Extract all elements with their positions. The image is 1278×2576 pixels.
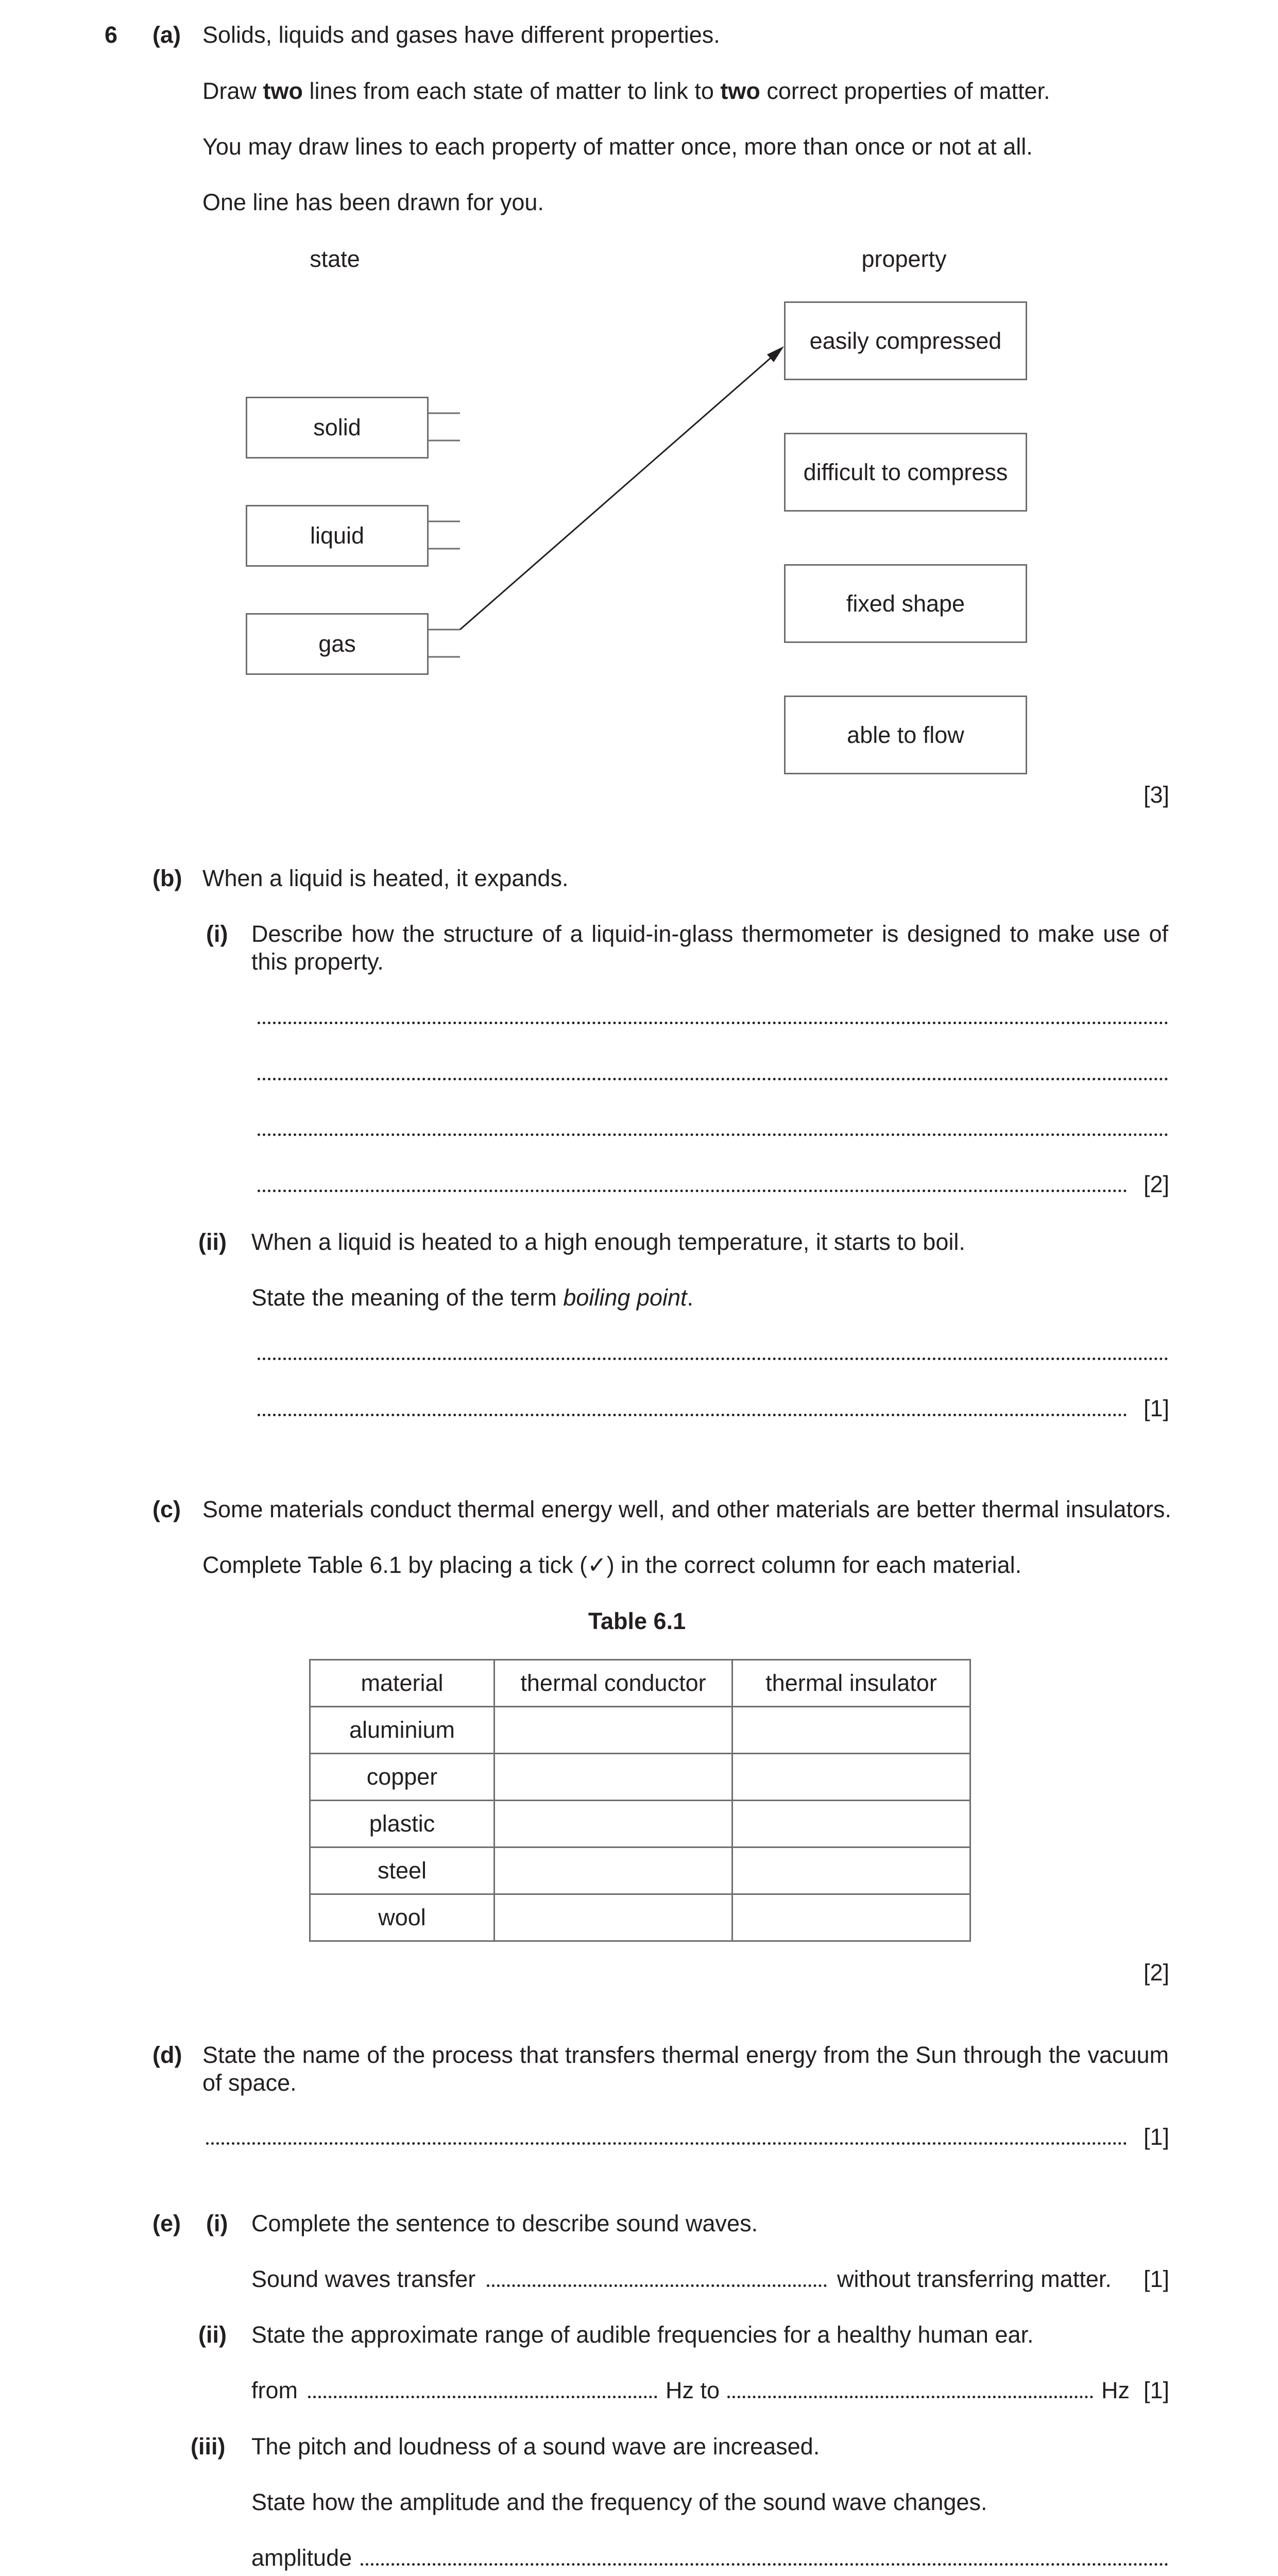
part-e-i-text: Complete the sentence to describe sound waves. bbox=[251, 2210, 758, 2236]
answer-line-amplitude[interactable] bbox=[361, 2563, 1168, 2566]
table-title: Table 6.1 bbox=[588, 1608, 686, 1634]
property-box-able-to-flow: able to flow bbox=[784, 696, 1027, 774]
example-line bbox=[460, 354, 775, 630]
answer-line-d[interactable] bbox=[206, 2142, 1127, 2145]
state-box-gas: gas bbox=[246, 613, 429, 675]
conductor-tick-cell[interactable] bbox=[495, 1801, 732, 1848]
property-box-easily-compressed: easily compressed bbox=[784, 301, 1027, 380]
property-box-fixed-shape: fixed shape bbox=[784, 564, 1027, 643]
insulator-tick-cell[interactable] bbox=[732, 1707, 970, 1754]
part-b-i-marks: [2] bbox=[1143, 1171, 1169, 1197]
part-b-label: (b) bbox=[152, 865, 182, 891]
state-box-solid: solid bbox=[246, 397, 429, 459]
part-e-ii-hz: Hz bbox=[1101, 2377, 1130, 2403]
header-thermal-insulator: thermal insulator bbox=[732, 1660, 970, 1707]
table-header-row bbox=[310, 1660, 970, 1707]
part-c-marks: [2] bbox=[1143, 1959, 1169, 1986]
part-b-i-label: (i) bbox=[206, 921, 228, 947]
answer-line-b-ii-1[interactable] bbox=[258, 1358, 1168, 1360]
answer-line-b-ii-2[interactable] bbox=[258, 1414, 1127, 1416]
part-d-label: (d) bbox=[152, 2042, 182, 2068]
question-number: 6 bbox=[105, 22, 118, 48]
part-a-label: (a) bbox=[152, 22, 181, 48]
conductor-tick-cell[interactable] bbox=[495, 1707, 732, 1754]
part-b-intro: When a liquid is heated, it expands. bbox=[202, 865, 569, 891]
part-c-intro: Some materials conduct thermal energy well, and other materials are better thermal insulators. bbox=[202, 1496, 1171, 1522]
table-row bbox=[310, 1801, 970, 1848]
conductor-tick-cell[interactable] bbox=[495, 1754, 732, 1801]
conductor-tick-cell[interactable] bbox=[495, 1894, 732, 1941]
table-row bbox=[310, 1848, 970, 1894]
state-box-liquid: liquid bbox=[246, 505, 429, 567]
part-a-intro: Solids, liquids and gases have different properties. bbox=[202, 22, 720, 48]
part-a-marks: [3] bbox=[1143, 782, 1169, 808]
state-heading: state bbox=[310, 246, 360, 272]
part-e-iii-text: The pitch and loudness of a sound wave are increased. bbox=[251, 2433, 820, 2460]
part-e-ii-hz-to: Hz to bbox=[666, 2377, 720, 2403]
header-material: material bbox=[310, 1660, 495, 1707]
part-e-ii-from: from bbox=[251, 2377, 298, 2403]
part-e-i-sentence-end: without transferring matter. bbox=[837, 2266, 1112, 2292]
table-row bbox=[310, 1894, 970, 1941]
property-heading: property bbox=[861, 246, 947, 272]
answer-line-e-ii-to[interactable] bbox=[727, 2396, 1093, 2398]
property-box-difficult-to-compress: difficult to compress bbox=[784, 433, 1027, 512]
material-cell: copper bbox=[310, 1754, 495, 1801]
answer-line-e-ii-from[interactable] bbox=[308, 2396, 657, 2398]
material-cell: wool bbox=[310, 1894, 495, 1941]
part-a-example-note: One line has been drawn for you. bbox=[202, 189, 544, 215]
insulator-tick-cell[interactable] bbox=[732, 1754, 970, 1801]
part-b-ii-text: When a liquid is heated to a high enough temperature, it starts to boil. bbox=[251, 1229, 965, 1255]
part-b-ii-marks: [1] bbox=[1143, 1395, 1169, 1421]
answer-line-b-i-1[interactable] bbox=[258, 1022, 1168, 1024]
table-row bbox=[310, 1754, 970, 1801]
part-a-note: You may draw lines to each property of matter once, more than once or not at all. bbox=[202, 133, 1033, 160]
answer-line-e-i[interactable] bbox=[487, 2284, 827, 2287]
conductor-tick-cell[interactable] bbox=[495, 1848, 732, 1894]
part-a-instruction: Draw two lines from each state of matter to link to two correct properties of matter. bbox=[202, 78, 1050, 104]
matching-diagram bbox=[0, 0, 1278, 824]
material-cell: aluminium bbox=[310, 1707, 495, 1754]
header-thermal-conductor: thermal conductor bbox=[495, 1660, 732, 1707]
insulator-tick-cell[interactable] bbox=[732, 1848, 970, 1894]
insulator-tick-cell[interactable] bbox=[732, 1801, 970, 1848]
part-e-i-marks: [1] bbox=[1143, 2266, 1169, 2292]
part-e-label: (e) bbox=[152, 2210, 181, 2236]
part-e-ii-marks: [1] bbox=[1143, 2377, 1169, 2403]
material-cell: steel bbox=[310, 1848, 495, 1894]
answer-line-b-i-3[interactable] bbox=[258, 1133, 1168, 1136]
material-cell: plastic bbox=[310, 1801, 495, 1848]
part-b-ii-instruction: State the meaning of the term boiling point. bbox=[251, 1284, 694, 1311]
table-row bbox=[310, 1707, 970, 1754]
part-c-label: (c) bbox=[152, 1496, 181, 1522]
part-d-text: State the name of the process that transfers thermal energy from the Sun through the vacuum of space. bbox=[202, 2042, 1169, 2096]
part-e-ii-label: (ii) bbox=[198, 2321, 227, 2348]
part-d-marks: [1] bbox=[1143, 2124, 1169, 2150]
part-e-i-label: (i) bbox=[206, 2210, 228, 2236]
part-e-iii-label: (iii) bbox=[191, 2433, 226, 2460]
answer-line-b-i-2[interactable] bbox=[258, 1078, 1168, 1080]
part-b-ii-label: (ii) bbox=[198, 1229, 227, 1255]
part-b-i-text: Describe how the structure of a liquid-in-glass thermometer is designed to make use of this property. bbox=[251, 921, 1168, 975]
amplitude-label: amplitude bbox=[251, 2545, 352, 2571]
part-e-iii-instruction: State how the amplitude and the frequency of the sound wave changes. bbox=[251, 2489, 987, 2515]
insulator-tick-cell[interactable] bbox=[732, 1894, 970, 1941]
material-table bbox=[309, 1659, 971, 1942]
part-e-i-sentence-start: Sound waves transfer bbox=[251, 2266, 476, 2292]
answer-line-b-i-4[interactable] bbox=[258, 1190, 1127, 1192]
part-e-ii-text: State the approximate range of audible frequencies for a healthy human ear. bbox=[251, 2321, 1034, 2348]
part-c-instruction: Complete Table 6.1 by placing a tick (✓) in the correct column for each material. bbox=[202, 1552, 1022, 1578]
